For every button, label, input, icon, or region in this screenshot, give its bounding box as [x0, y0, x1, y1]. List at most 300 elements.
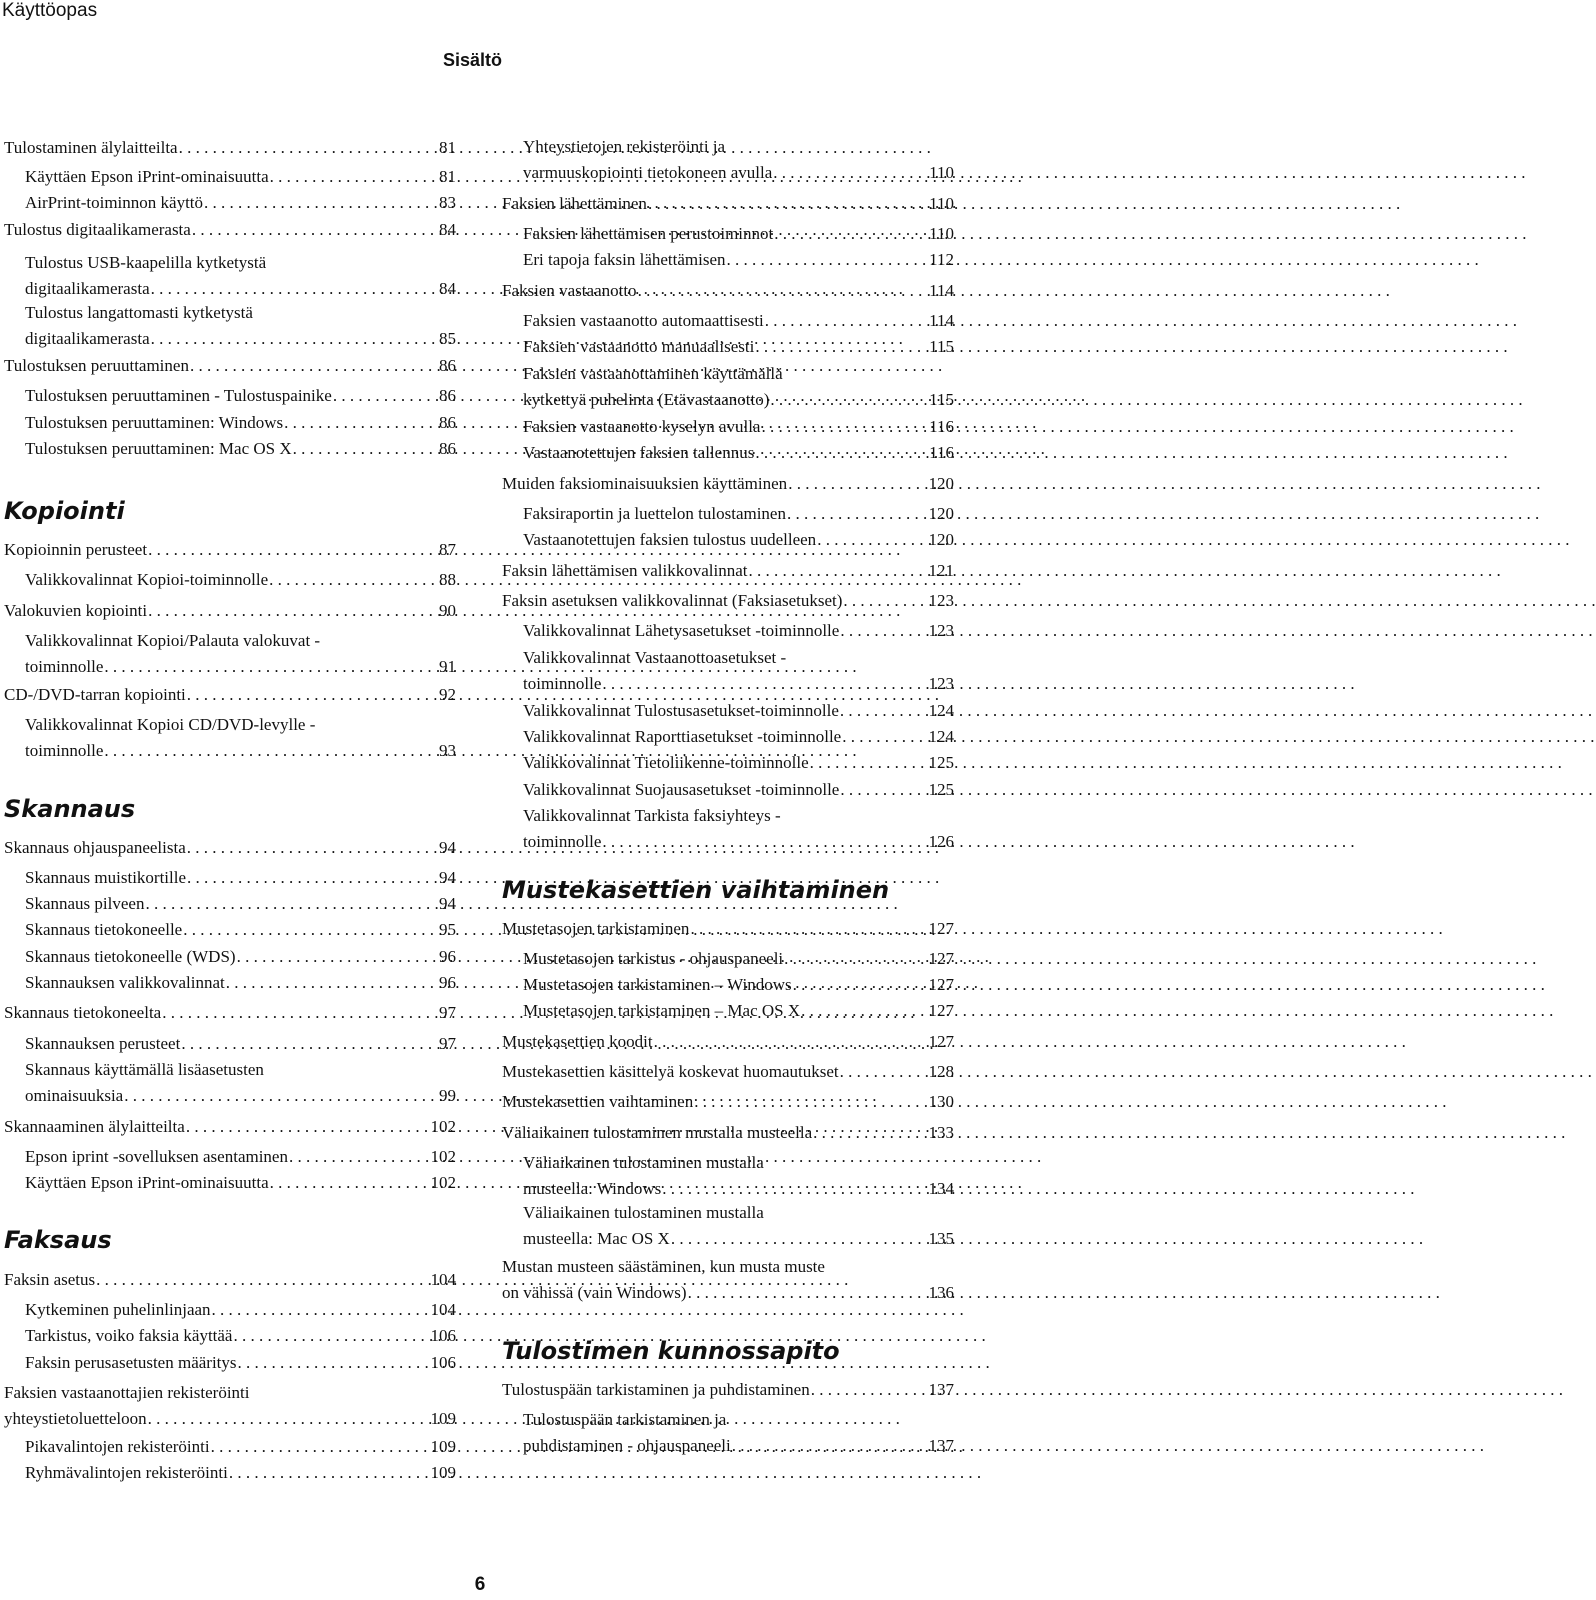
toc-entry[interactable]	[4, 217, 456, 243]
leader-dots	[178, 135, 436, 161]
page-number: 6	[474, 1574, 486, 1595]
toc-entry-title: Eri tapoja faksin lähettämisen	[523, 250, 726, 269]
toc-entry-page: 127	[928, 949, 954, 968]
toc-entry-title: Skannauksen perusteet	[25, 1034, 181, 1053]
toc-entry-title: Tulostus digitaalikamerasta	[4, 220, 191, 239]
toc-entry-page: 134	[928, 1179, 954, 1198]
toc-entry-title: Käyttäen Epson iPrint-ominaisuutta	[25, 167, 269, 186]
leader-dots	[182, 917, 436, 943]
toc-entry-title: Yhteystietojen rekisteröinti ja	[523, 137, 726, 156]
leader-dots	[731, 1433, 926, 1459]
toc-entry-page: 114	[929, 281, 954, 300]
toc-entry-title: Valikkovalinnat Lähetysasetukset -toiminnolle	[523, 621, 840, 640]
leader-dots	[841, 724, 925, 750]
toc-entry-title: Pikavalintojen rekisteröinti	[25, 1437, 210, 1456]
toc-entry-title: Vastaanotettujen faksien tulostus uudelleen	[523, 530, 817, 549]
toc-entry-page: 127	[928, 919, 954, 938]
toc-entry-title: Faksin asetuksen valikkovalinnat (Faksiasetukset)	[502, 591, 843, 610]
leader-dots	[332, 383, 436, 409]
leader-dots	[816, 527, 925, 553]
toc-entry-page: 87	[439, 540, 456, 559]
toc-entry-title: Faksien vastaanotto automaattisesti	[523, 311, 764, 330]
leader-dots	[601, 829, 925, 855]
toc-entry-title: Faksien vastaanotto kyselyn avulla	[523, 417, 761, 436]
toc-entry-title: Skannaus tietokoneelta	[4, 1003, 162, 1022]
toc-entry-title: Mustekasettien käsittelyä koskevat huomautukset	[502, 1062, 839, 1081]
toc-entry-page: 94	[439, 868, 456, 887]
toc-entry-title-cont: musteella: Mac OS X	[523, 1229, 670, 1248]
toc-entry-page: 102	[430, 1117, 456, 1136]
toc-entry-page: 124	[928, 701, 954, 720]
toc-entry[interactable]	[502, 278, 954, 304]
toc-entry-page: 137	[928, 1380, 954, 1399]
toc-entry-page: 109	[430, 1437, 456, 1456]
toc-entry-title: Faksien vastaanottaminen käyttämällä	[523, 364, 783, 383]
leader-dots	[800, 998, 925, 1024]
toc-entry-page: 115	[929, 337, 954, 356]
toc-entry[interactable]	[4, 1380, 456, 1432]
toc-entry-page: 85	[439, 329, 456, 348]
toc-entry-title: Mustekasettien koodit	[502, 1032, 653, 1051]
toc-entry-title: Mustekasettien vaihtaminen	[502, 1092, 694, 1111]
toc-entry[interactable]	[523, 361, 954, 413]
toc-entry-title: Skannaus pilveen	[25, 894, 145, 913]
toc-entry-title: Skannaus käyttämällä lisäasetusten	[25, 1060, 264, 1079]
leader-dots	[236, 944, 436, 970]
leader-dots	[161, 1000, 436, 1026]
toc-entry[interactable]	[523, 308, 954, 334]
toc-entry-page: 109	[430, 1463, 456, 1482]
toc-entry-title: Skannaus ohjauspaneelista	[4, 838, 186, 857]
section-title: Sisältö	[442, 50, 502, 70]
toc-entry-page: 94	[439, 894, 456, 913]
toc-entry[interactable]	[25, 383, 456, 409]
leader-dots	[144, 891, 436, 917]
toc-entry-title: Mustan musteen säästäminen, kun musta muste	[502, 1257, 825, 1276]
toc-entry-title: Tulostus langattomasti kytketystä	[25, 303, 253, 322]
toc-entry[interactable]	[25, 865, 456, 891]
leader-dots	[237, 1350, 428, 1376]
leader-dots	[147, 1406, 428, 1432]
toc-entry-page: 137	[928, 1436, 954, 1455]
toc-entry-title-cont: digitaalikamerasta	[25, 329, 150, 348]
toc-entry-page: 86	[439, 439, 456, 458]
toc-entry-title: Faksin perusasetusten määritys	[25, 1353, 237, 1372]
toc-entry-title: Faksien lähettämisen perustoiminnot	[523, 224, 774, 243]
toc-entry-title: Muiden faksiominaisuuksien käyttäminen	[502, 474, 788, 493]
heading-mustekasettien: Mustekasettien vaihtaminen	[502, 876, 890, 904]
toc-entry-page: 120	[928, 530, 954, 549]
leader-dots	[839, 777, 925, 803]
leader-dots	[103, 738, 436, 764]
toc-entry-page: 86	[439, 413, 456, 432]
leader-dots	[103, 654, 436, 680]
toc-entry[interactable]	[25, 1297, 456, 1323]
toc-entry-page: 93	[439, 741, 456, 760]
toc-entry-page: 114	[929, 311, 954, 330]
leader-dots	[839, 698, 926, 724]
toc-entry-title: Faksien vastaanotto manuaalisesti	[523, 337, 755, 356]
toc-entry-title: Mustetasojen tarkistaminen – Windows	[523, 975, 792, 994]
toc-entry-title: Kytkeminen puhelinlinjaan	[25, 1300, 211, 1319]
leader-dots	[812, 1120, 925, 1146]
toc-entry-title: Faksien vastaanottajien rekisteröinti	[4, 1383, 250, 1402]
toc-entry-title: Valikkovalinnat Tietoliikenne-toiminnolle	[523, 753, 809, 772]
leader-dots	[210, 1434, 428, 1460]
leader-dots	[232, 1323, 427, 1349]
toc-entry[interactable]	[523, 134, 954, 186]
toc-entry[interactable]	[523, 527, 954, 553]
toc-entry[interactable]	[502, 558, 954, 584]
toc-entry-title-cont: toiminnolle	[25, 741, 104, 760]
leader-dots	[191, 217, 436, 243]
leader-dots	[283, 410, 436, 436]
toc-entry-title-cont: kytkettyä puhelinta (Etävastaanotto)	[523, 390, 770, 409]
leader-dots	[292, 436, 436, 462]
toc-entry-page: 125	[928, 753, 954, 772]
leader-dots	[211, 1297, 428, 1323]
leader-dots	[150, 276, 436, 302]
toc-entry-title: Valikkovalinnat Tulostusasetukset-toiminnolle	[523, 701, 839, 720]
leader-dots	[653, 1029, 926, 1055]
toc-entry-title: Tulostuspään tarkistaminen ja	[523, 1410, 727, 1429]
toc-entry-title: Faksien vastaanotto	[502, 281, 637, 300]
toc-entry-page: 92	[439, 685, 456, 704]
toc-entry-title: Skannaaminen älylaitteilta	[4, 1117, 185, 1136]
toc-entry[interactable]	[523, 803, 954, 855]
toc-entry[interactable]	[4, 1000, 456, 1026]
toc-entry-page: 123	[928, 621, 954, 640]
toc-entry[interactable]	[523, 1200, 954, 1252]
toc-entry[interactable]	[25, 891, 456, 917]
doc-title: Käyttöopas	[2, 0, 98, 21]
toc-entry[interactable]	[523, 334, 954, 360]
toc-entry-title: Ryhmävalintojen rekisteröinti	[25, 1463, 228, 1482]
toc-entry-page: 116	[929, 443, 954, 462]
leader-dots	[661, 1176, 925, 1202]
toc-entry-title: Skannaus tietokoneelle	[25, 920, 183, 939]
toc-entry[interactable]	[523, 998, 954, 1024]
toc-entry-title: Tulostuksen peruuttaminen - Tulostuspainike	[25, 386, 332, 405]
toc-entry-title: Tulostaminen älylaitteilta	[4, 138, 178, 157]
toc-entry-page: 102	[430, 1147, 456, 1166]
toc-entry[interactable]	[25, 567, 456, 593]
toc-entry-title: Valikkovalinnat Vastaanottoasetukset -	[523, 648, 787, 667]
toc-entry-title: AirPrint-toiminnon käyttö	[25, 193, 204, 212]
leader-dots	[670, 1226, 926, 1252]
leader-dots	[786, 501, 926, 527]
toc-entry[interactable]	[523, 1407, 954, 1459]
toc-entry[interactable]	[25, 970, 456, 996]
toc-entry-page: 126	[928, 832, 954, 851]
leader-dots	[839, 618, 925, 644]
toc-entry-title-cont: toiminnolle	[523, 832, 602, 851]
toc-entry-page: 104	[430, 1270, 456, 1289]
toc-entry-title: Valikkovalinnat Tarkista faksiyhteys -	[523, 806, 781, 825]
toc-entry-title: Tulostus USB-kaapelilla kytketystä	[25, 253, 267, 272]
toc-entry[interactable]	[523, 724, 954, 750]
toc-entry[interactable]	[502, 1029, 954, 1055]
toc-entry-title: Tarkistus, voiko faksia käyttää	[25, 1326, 233, 1345]
toc-entry[interactable]	[25, 436, 456, 462]
toc-entry-title: Kopioinnin perusteet	[4, 540, 148, 559]
toc-entry-title-cont: musteella: Windows	[523, 1179, 662, 1198]
leader-dots	[186, 865, 436, 891]
leader-dots	[147, 537, 436, 563]
leader-dots	[693, 1089, 925, 1115]
toc-entry-page: 86	[439, 356, 456, 375]
toc-entry-title: Mustetasojen tarkistaminen	[502, 919, 690, 938]
toc-entry-page: 96	[439, 973, 456, 992]
toc-entry[interactable]	[25, 1170, 456, 1196]
toc-entry-page: 110	[929, 194, 954, 213]
leader-dots	[637, 278, 927, 304]
toc-entry[interactable]	[502, 471, 954, 497]
toc-entry-page: 109	[430, 1409, 456, 1428]
toc-entry[interactable]	[523, 618, 954, 644]
toc-entry-title: Tulostuksen peruuttaminen: Windows	[25, 413, 284, 432]
toc-entry-page: 110	[929, 163, 954, 182]
toc-entry[interactable]	[502, 191, 954, 217]
leader-dots	[748, 558, 926, 584]
toc-entry-page: 96	[439, 947, 456, 966]
toc-entry-page: 99	[439, 1086, 456, 1105]
toc-entry[interactable]	[502, 1059, 954, 1085]
toc-entry[interactable]	[25, 190, 456, 216]
toc-entry[interactable]	[25, 300, 456, 352]
toc-entry-page: 135	[928, 1229, 954, 1248]
toc-entry-page: 127	[928, 1001, 954, 1020]
toc-entry-title: Skannauksen valikkovalinnat	[25, 973, 225, 992]
toc-entry[interactable]	[523, 1150, 954, 1202]
toc-entry-page: 125	[928, 780, 954, 799]
toc-entry-page: 106	[430, 1353, 456, 1372]
toc-entry-title: Vastaanotettujen faksien tallennus	[523, 443, 755, 462]
toc-entry-title: Väliaikainen tulostaminen mustalla	[523, 1203, 764, 1222]
leader-dots	[839, 1059, 926, 1085]
leader-dots	[269, 164, 436, 190]
toc-entry-title: CD-/DVD-tarran kopiointi	[4, 685, 186, 704]
toc-entry-page: 124	[928, 727, 954, 746]
toc-entry-title: Skannaus muistikortille	[25, 868, 187, 887]
toc-entry-title-cont: on vähissä (vain Windows)	[502, 1283, 687, 1302]
leader-dots	[783, 946, 925, 972]
leader-dots	[189, 353, 436, 379]
heading-faksaus: Faksaus	[4, 1226, 112, 1254]
toc-entry[interactable]	[25, 1350, 456, 1376]
leader-dots	[269, 1170, 428, 1196]
toc-entry[interactable]	[25, 1057, 456, 1109]
leader-dots	[773, 221, 926, 247]
toc-entry-page: 94	[439, 838, 456, 857]
toc-entry-page: 97	[439, 1034, 456, 1053]
toc-entry-page: 115	[929, 390, 954, 409]
leader-dots	[95, 1267, 427, 1293]
toc-entry[interactable]	[25, 1434, 456, 1460]
toc-entry[interactable]	[4, 537, 456, 563]
toc-entry-title: Skannaus tietokoneelle (WDS)	[25, 947, 236, 966]
toc-entry[interactable]	[25, 917, 456, 943]
toc-entry-page: 136	[928, 1283, 954, 1302]
leader-dots	[147, 598, 436, 624]
toc-entry[interactable]	[4, 682, 456, 708]
toc-entry-title: Valikkovalinnat Kopioi/Palauta valokuvat -	[25, 631, 321, 650]
toc-entry-title: Mustetasojen tarkistaminen – Mac OS X	[523, 1001, 801, 1020]
toc-entry[interactable]	[4, 835, 456, 861]
toc-entry-title: Tulostuksen peruuttaminen	[4, 356, 189, 375]
toc-entry[interactable]	[4, 1267, 456, 1293]
toc-entry-title: Valikkovalinnat Kopioi CD/DVD-levylle -	[25, 715, 316, 734]
toc-entry-title: Tulostuksen peruuttaminen: Mac OS X	[25, 439, 292, 458]
toc-entry[interactable]	[502, 916, 954, 942]
heading-kopiointi: Kopiointi	[4, 497, 125, 525]
toc-entry[interactable]	[25, 1460, 456, 1486]
leader-dots	[726, 247, 927, 273]
toc-entry-page: 112	[929, 250, 954, 269]
toc-entry-page: 88	[439, 570, 456, 589]
leader-dots	[687, 1280, 926, 1306]
leader-dots	[601, 671, 925, 697]
toc-entry[interactable]	[523, 698, 954, 724]
toc-entry[interactable]	[523, 221, 954, 247]
toc-entry[interactable]	[523, 972, 954, 998]
leader-dots	[180, 1031, 436, 1057]
leader-dots	[772, 160, 926, 186]
toc-entry[interactable]	[523, 777, 954, 803]
toc-entry[interactable]	[25, 1031, 456, 1057]
toc-entry-page: 97	[439, 1003, 456, 1022]
toc-entry-page: 83	[439, 193, 456, 212]
toc-entry[interactable]	[25, 944, 456, 970]
toc-entry-title: Väliaikainen tulostaminen mustalla	[523, 1153, 764, 1172]
toc-entry[interactable]	[4, 353, 456, 379]
toc-entry-title-cont: toiminnolle	[523, 674, 602, 693]
toc-entry-title: Mustetasojen tarkistus - ohjauspaneeli	[523, 949, 784, 968]
toc-entry-page: 81	[439, 138, 456, 157]
leader-dots	[769, 387, 926, 413]
leader-dots	[787, 471, 925, 497]
toc-entry-title: Faksin asetus	[4, 1270, 96, 1289]
toc-entry-page: 102	[430, 1173, 456, 1192]
toc-entry-title-cont: puhdistaminen - ohjauspaneeli	[523, 1436, 731, 1455]
toc-entry-title: Valikkovalinnat Suojausasetukset -toiminnolle	[523, 780, 840, 799]
leader-dots	[203, 190, 436, 216]
toc-entry-page: 120	[928, 474, 954, 493]
toc-entry[interactable]	[523, 501, 954, 527]
toc-entry-page: 84	[439, 279, 456, 298]
toc-entry[interactable]	[25, 250, 456, 302]
toc-entry-page: 86	[439, 386, 456, 405]
toc-entry-page: 133	[928, 1123, 954, 1142]
toc-entry-title: Käyttäen Epson iPrint-ominaisuutta	[25, 1173, 269, 1192]
toc-entry-title: Faksiraportin ja luettelon tulostaminen	[523, 504, 786, 523]
toc-entry-page: 128	[928, 1062, 954, 1081]
toc-entry[interactable]	[502, 1089, 954, 1115]
toc-entry-page: 127	[928, 975, 954, 994]
leader-dots	[150, 326, 436, 352]
leader-dots	[186, 835, 436, 861]
leader-dots	[754, 334, 926, 360]
toc-entry[interactable]	[523, 750, 954, 776]
toc-entry[interactable]	[25, 410, 456, 436]
leader-dots	[689, 916, 925, 942]
toc-entry-page: 116	[929, 417, 954, 436]
toc-entry-title: Faksien lähettäminen	[502, 194, 647, 213]
leader-dots	[268, 567, 436, 593]
toc-entry-title: Valikkovalinnat Kopioi-toiminnolle	[25, 570, 269, 589]
toc-entry-page: 91	[439, 657, 456, 676]
leader-dots	[764, 308, 926, 334]
leader-dots	[225, 970, 436, 996]
toc-entry-title-cont: ominaisuuksia	[25, 1086, 124, 1105]
toc-entry[interactable]	[523, 247, 954, 273]
toc-entry-page: 123	[928, 674, 954, 693]
toc-entry-title: Faksin lähettämisen valikkovalinnat	[502, 561, 748, 580]
toc-entry-title-cont: digitaalikamerasta	[25, 279, 150, 298]
toc-entry-page: 90	[439, 601, 456, 620]
toc-entry[interactable]	[523, 414, 954, 440]
leader-dots	[842, 588, 925, 614]
toc-entry[interactable]	[502, 1377, 954, 1403]
toc-entry[interactable]	[25, 164, 456, 190]
toc-entry[interactable]	[4, 135, 456, 161]
toc-entry-title: Valikkovalinnat Raporttiasetukset -toiminnolle	[523, 727, 842, 746]
toc-entry-page: 123	[928, 591, 954, 610]
leader-dots	[123, 1083, 436, 1109]
toc-entry[interactable]	[523, 645, 954, 697]
toc-entry[interactable]	[4, 598, 456, 624]
toc-entry[interactable]	[25, 1323, 456, 1349]
toc-entry[interactable]	[502, 1254, 954, 1306]
toc-entry-page: 120	[928, 504, 954, 523]
toc-entry-title: Väliaikainen tulostaminen mustalla musteella	[502, 1123, 813, 1142]
toc-entry-title-cont: varmuuskopiointi tietokoneen avulla	[523, 163, 773, 182]
leader-dots	[810, 1377, 926, 1403]
leader-dots	[792, 972, 926, 998]
toc-entry-page: 127	[928, 1032, 954, 1051]
toc-entry-page: 121	[928, 561, 954, 580]
toc-entry-page: 110	[929, 224, 954, 243]
toc-entry[interactable]	[4, 1114, 456, 1140]
toc-entry-page: 106	[430, 1326, 456, 1345]
toc-entry-page: 104	[430, 1300, 456, 1319]
toc-entry[interactable]	[25, 712, 456, 764]
heading-skannaus: Skannaus	[4, 795, 136, 823]
toc-entry-page: 84	[439, 220, 456, 239]
heading-tulostimen: Tulostimen kunnossapito	[502, 1337, 840, 1365]
toc-entry-title: Epson iprint -sovelluksen asentaminen	[25, 1147, 288, 1166]
leader-dots	[754, 440, 926, 466]
leader-dots	[647, 191, 926, 217]
toc-entry[interactable]	[502, 1120, 954, 1146]
toc-entry[interactable]	[523, 440, 954, 466]
toc-entry-title-cont: toiminnolle	[25, 657, 104, 676]
toc-entry-title-cont: yhteystietoluetteloon	[4, 1409, 147, 1428]
leader-dots	[760, 414, 926, 440]
toc-entry[interactable]	[523, 946, 954, 972]
leader-dots	[288, 1144, 428, 1170]
toc-entry[interactable]	[25, 1144, 456, 1170]
toc-entry[interactable]	[502, 588, 954, 614]
toc-entry-page: 81	[439, 167, 456, 186]
leader-dots	[809, 750, 926, 776]
toc-entry-page: 130	[928, 1092, 954, 1111]
toc-entry[interactable]	[25, 628, 456, 680]
toc-entry-title: Tulostuspään tarkistaminen ja puhdistaminen	[502, 1380, 810, 1399]
leader-dots	[185, 1114, 428, 1140]
leader-dots	[186, 682, 436, 708]
toc-entry-title: Valokuvien kopiointi	[4, 601, 148, 620]
